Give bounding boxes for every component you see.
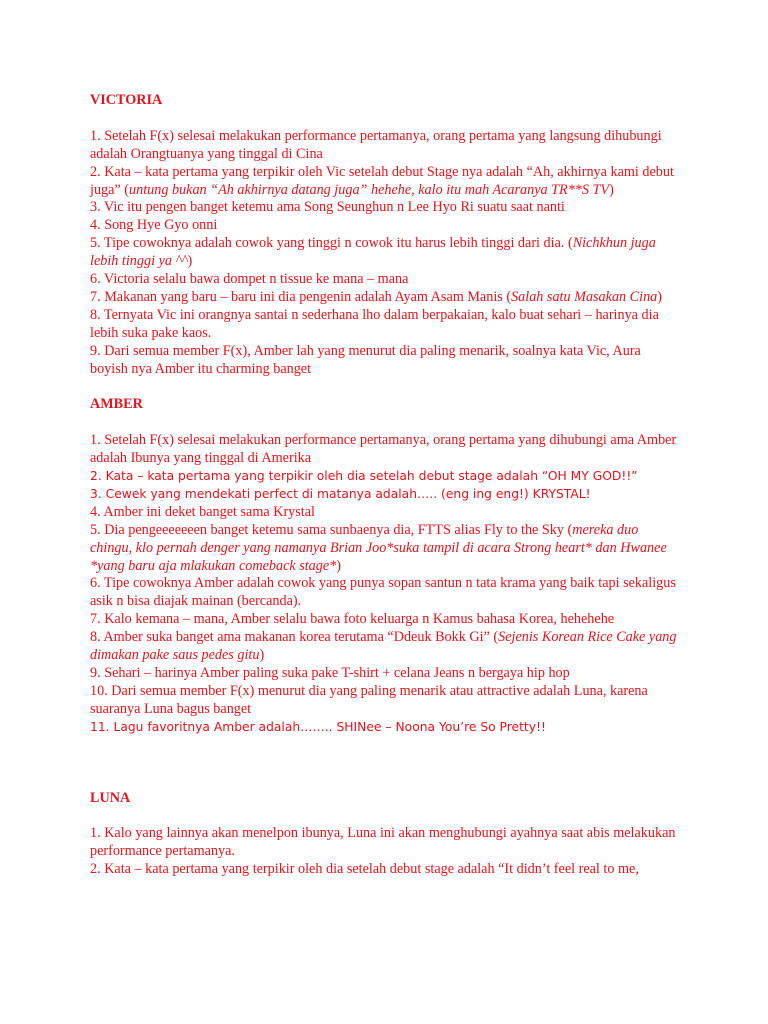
list-item: 2. Kata – kata pertama yang terpikir oleh Vic setelah debut Stage nya adalah “Ah, akhirnya kami debut juga” (untung bukan “Ah akhirnya datang juga” hehehe, kalo itu mah Acaranya TR**S TV) bbox=[90, 163, 674, 198]
section-luna bbox=[90, 790, 680, 880]
list-item: 6. Victoria selalu bawa dompet n tissue ke mana – mana bbox=[90, 271, 409, 288]
list-item: 7. Makanan yang baru – baru ini dia pengenin adalah Ayam Asam Manis (Salah satu Masakan Cina) bbox=[90, 288, 663, 305]
list-item: 2. Kata – kata pertama yang terpikir oleh dia setelah debut stage adalah “OH MY GOD!!” bbox=[90, 468, 638, 483]
list-item: 10. Dari semua member F(x) menurut dia yang paling menarik atau attractive adalah Luna, karena suaranya Luna bagus banget bbox=[90, 682, 648, 717]
list-item: 6. Tipe cowoknya Amber adalah cowok yang punya sopan santun n tata krama yang baik tapi sekaligus asik n bisa diajak mainan (bercanda). bbox=[90, 575, 676, 610]
document-page bbox=[90, 92, 680, 879]
list-item: 4. Song Hye Gyo onni bbox=[90, 217, 218, 234]
list-item: 2. Kata – kata pertama yang terpikir oleh dia setelah debut stage adalah “It didn’t feel real to me, bbox=[90, 861, 639, 878]
list-item: 7. Kalo kemana – mana, Amber selalu bawa foto keluarga n Kamus bahasa Korea, hehehehe bbox=[90, 611, 615, 628]
list-item: 3. Vic itu pengen banget ketemu ama Song Seunghun n Lee Hyo Ri suatu saat nanti bbox=[90, 199, 565, 216]
list-item: 5. Dia pengeeeeeeen banget ketemu sama sunbaenya dia, FTTS alias Fly to the Sky (mereka duo chingu, klo pernah denger yang namanya Brian Joo*suka tampil di acara Strong heart* dan Hwanee *yang baru aja mlakukan comeback stage*) bbox=[90, 521, 667, 574]
section-heading: VICTORIA bbox=[90, 92, 163, 108]
list-item: 1. Kalo yang lainnya akan menelpon ibunya, Luna ini akan menghubungi ayahnya saat abis melakukan performance pertamanya. bbox=[90, 825, 676, 860]
list-item: 1. Setelah F(x) selesai melakukan performance pertamanya, orang pertama yang langsung dihubungi adalah Orangtuanya yang tinggal di Cina bbox=[90, 127, 662, 162]
list-item: 3. Cewek yang mendekati perfect di matanya adalah….. (eng ing eng!) KRYSTAL! bbox=[90, 486, 591, 501]
list-item: 5. Tipe cowoknya adalah cowok yang tinggi n cowok itu harus lebih tinggi dari dia. (Nichkhun juga lebih tinggi ya ^^) bbox=[90, 235, 656, 270]
list-item: 9. Sehari – harinya Amber paling suka pake T-shirt + celana Jeans n bergaya hip hop bbox=[90, 664, 570, 681]
section-amber bbox=[90, 396, 680, 736]
list-item: 11. Lagu favoritnya Amber adalah…….. SHINee – Noona You’re So Pretty!! bbox=[90, 719, 546, 734]
list-item: 8. Amber suka banget ama makanan korea terutama “Ddeuk Bokk Gi” (Sejenis Korean Rice Cake yang dimakan pake saus pedes gitu) bbox=[90, 629, 677, 664]
list-item: 4. Amber ini deket banget sama Krystal bbox=[90, 503, 315, 520]
list-item: 1. Setelah F(x) selesai melakukan performance pertamanya, orang pertama yang dihubungi ama Amber adalah Ibunya yang tinggal di Amerika bbox=[90, 432, 677, 467]
section-heading: LUNA bbox=[90, 789, 131, 806]
section-victoria bbox=[90, 92, 680, 378]
section-heading: AMBER bbox=[90, 396, 143, 413]
list-item: 9. Dari semua member F(x), Amber lah yang menurut dia paling menarik, soalnya kata Vic, Aura boyish nya Amber itu charming banget bbox=[90, 342, 641, 377]
list-item: 8. Ternyata Vic ini orangnya santai n sederhana lho dalam berpakaian, kalo buat sehari – harinya dia lebih suka pake kaos. bbox=[90, 306, 659, 341]
